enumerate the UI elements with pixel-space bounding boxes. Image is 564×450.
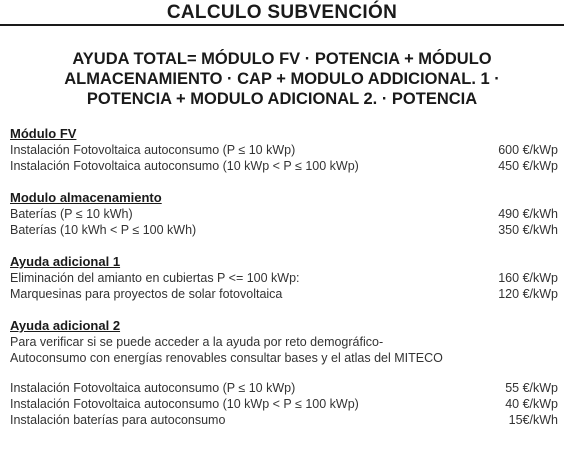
- formula-text: AYUDA TOTAL= MÓDULO FV · POTENCIA + MÓDULO ALMACENAMIENTO · CAP + MODULO ADDICIONAL. 1 · POTENCIA + MODULO ADICIONAL 2. · POTENCIA: [64, 50, 500, 108]
- info-line: Para verificar si se puede acceder a la ayuda por reto demográfico-: [10, 335, 384, 349]
- item-value: 40 €/kWp: [505, 397, 558, 411]
- item-label: Marquesinas para proyectos de solar fotovoltaica: [10, 287, 283, 301]
- ayuda-adicional-2-section: [10, 318, 558, 366]
- modulo-fv-section: [10, 126, 558, 174]
- item-value: 350 €/kWh: [498, 223, 558, 237]
- item-label: Instalación Fotovoltaica autoconsumo (P ≤ 10 kWp): [10, 381, 296, 395]
- list-item: [10, 380, 558, 396]
- section-title: Ayuda adicional 1: [10, 254, 121, 269]
- item-value: 120 €/kWp: [498, 287, 558, 301]
- item-label: Instalación Fotovoltaica autoconsumo (P ≤ 10 kWp): [10, 143, 296, 157]
- list-item: [10, 270, 558, 286]
- item-value: 15€/kWh: [508, 413, 558, 427]
- ayuda-adicional-1-section: [10, 254, 558, 302]
- item-value: 55 €/kWp: [505, 381, 558, 395]
- page-title: CALCULO SUBVENCIÓN: [166, 2, 398, 23]
- section-title: Módulo FV: [10, 126, 77, 141]
- title-underline: [0, 24, 564, 26]
- item-label: Baterías (10 kWh < P ≤ 100 kWh): [10, 223, 197, 237]
- list-item: [10, 206, 558, 222]
- section-title: Ayuda adicional 2: [10, 318, 121, 333]
- list-item: [10, 222, 558, 238]
- item-value: 490 €/kWh: [498, 207, 558, 221]
- modulo-almacenamiento-section: [10, 190, 558, 238]
- item-label: Baterías (P ≤ 10 kWh): [10, 207, 133, 221]
- list-item: [10, 396, 558, 412]
- item-label: Instalación Fotovoltaica autoconsumo (10 kWp < P ≤ 100 kWp): [10, 159, 359, 173]
- item-label: Eliminación del amianto en cubiertas P <= 100 kWp:: [10, 271, 300, 285]
- item-label: Instalación Fotovoltaica autoconsumo (10 kWp < P ≤ 100 kWp): [10, 397, 359, 411]
- item-value: 450 €/kWp: [498, 159, 558, 173]
- item-label: Instalación baterías para autoconsumo: [10, 413, 226, 427]
- ayuda-adicional-2-rates: [10, 380, 558, 428]
- list-item: [10, 412, 558, 428]
- list-item: [10, 142, 558, 158]
- section-title: Modulo almacenamiento: [10, 190, 162, 205]
- item-value: 160 €/kWp: [498, 271, 558, 285]
- item-value: 600 €/kWp: [498, 143, 558, 157]
- list-item: [10, 286, 558, 302]
- list-item: [10, 158, 558, 174]
- info-line: Autoconsumo con energías renovables consultar bases y el atlas del MITECO: [10, 351, 443, 365]
